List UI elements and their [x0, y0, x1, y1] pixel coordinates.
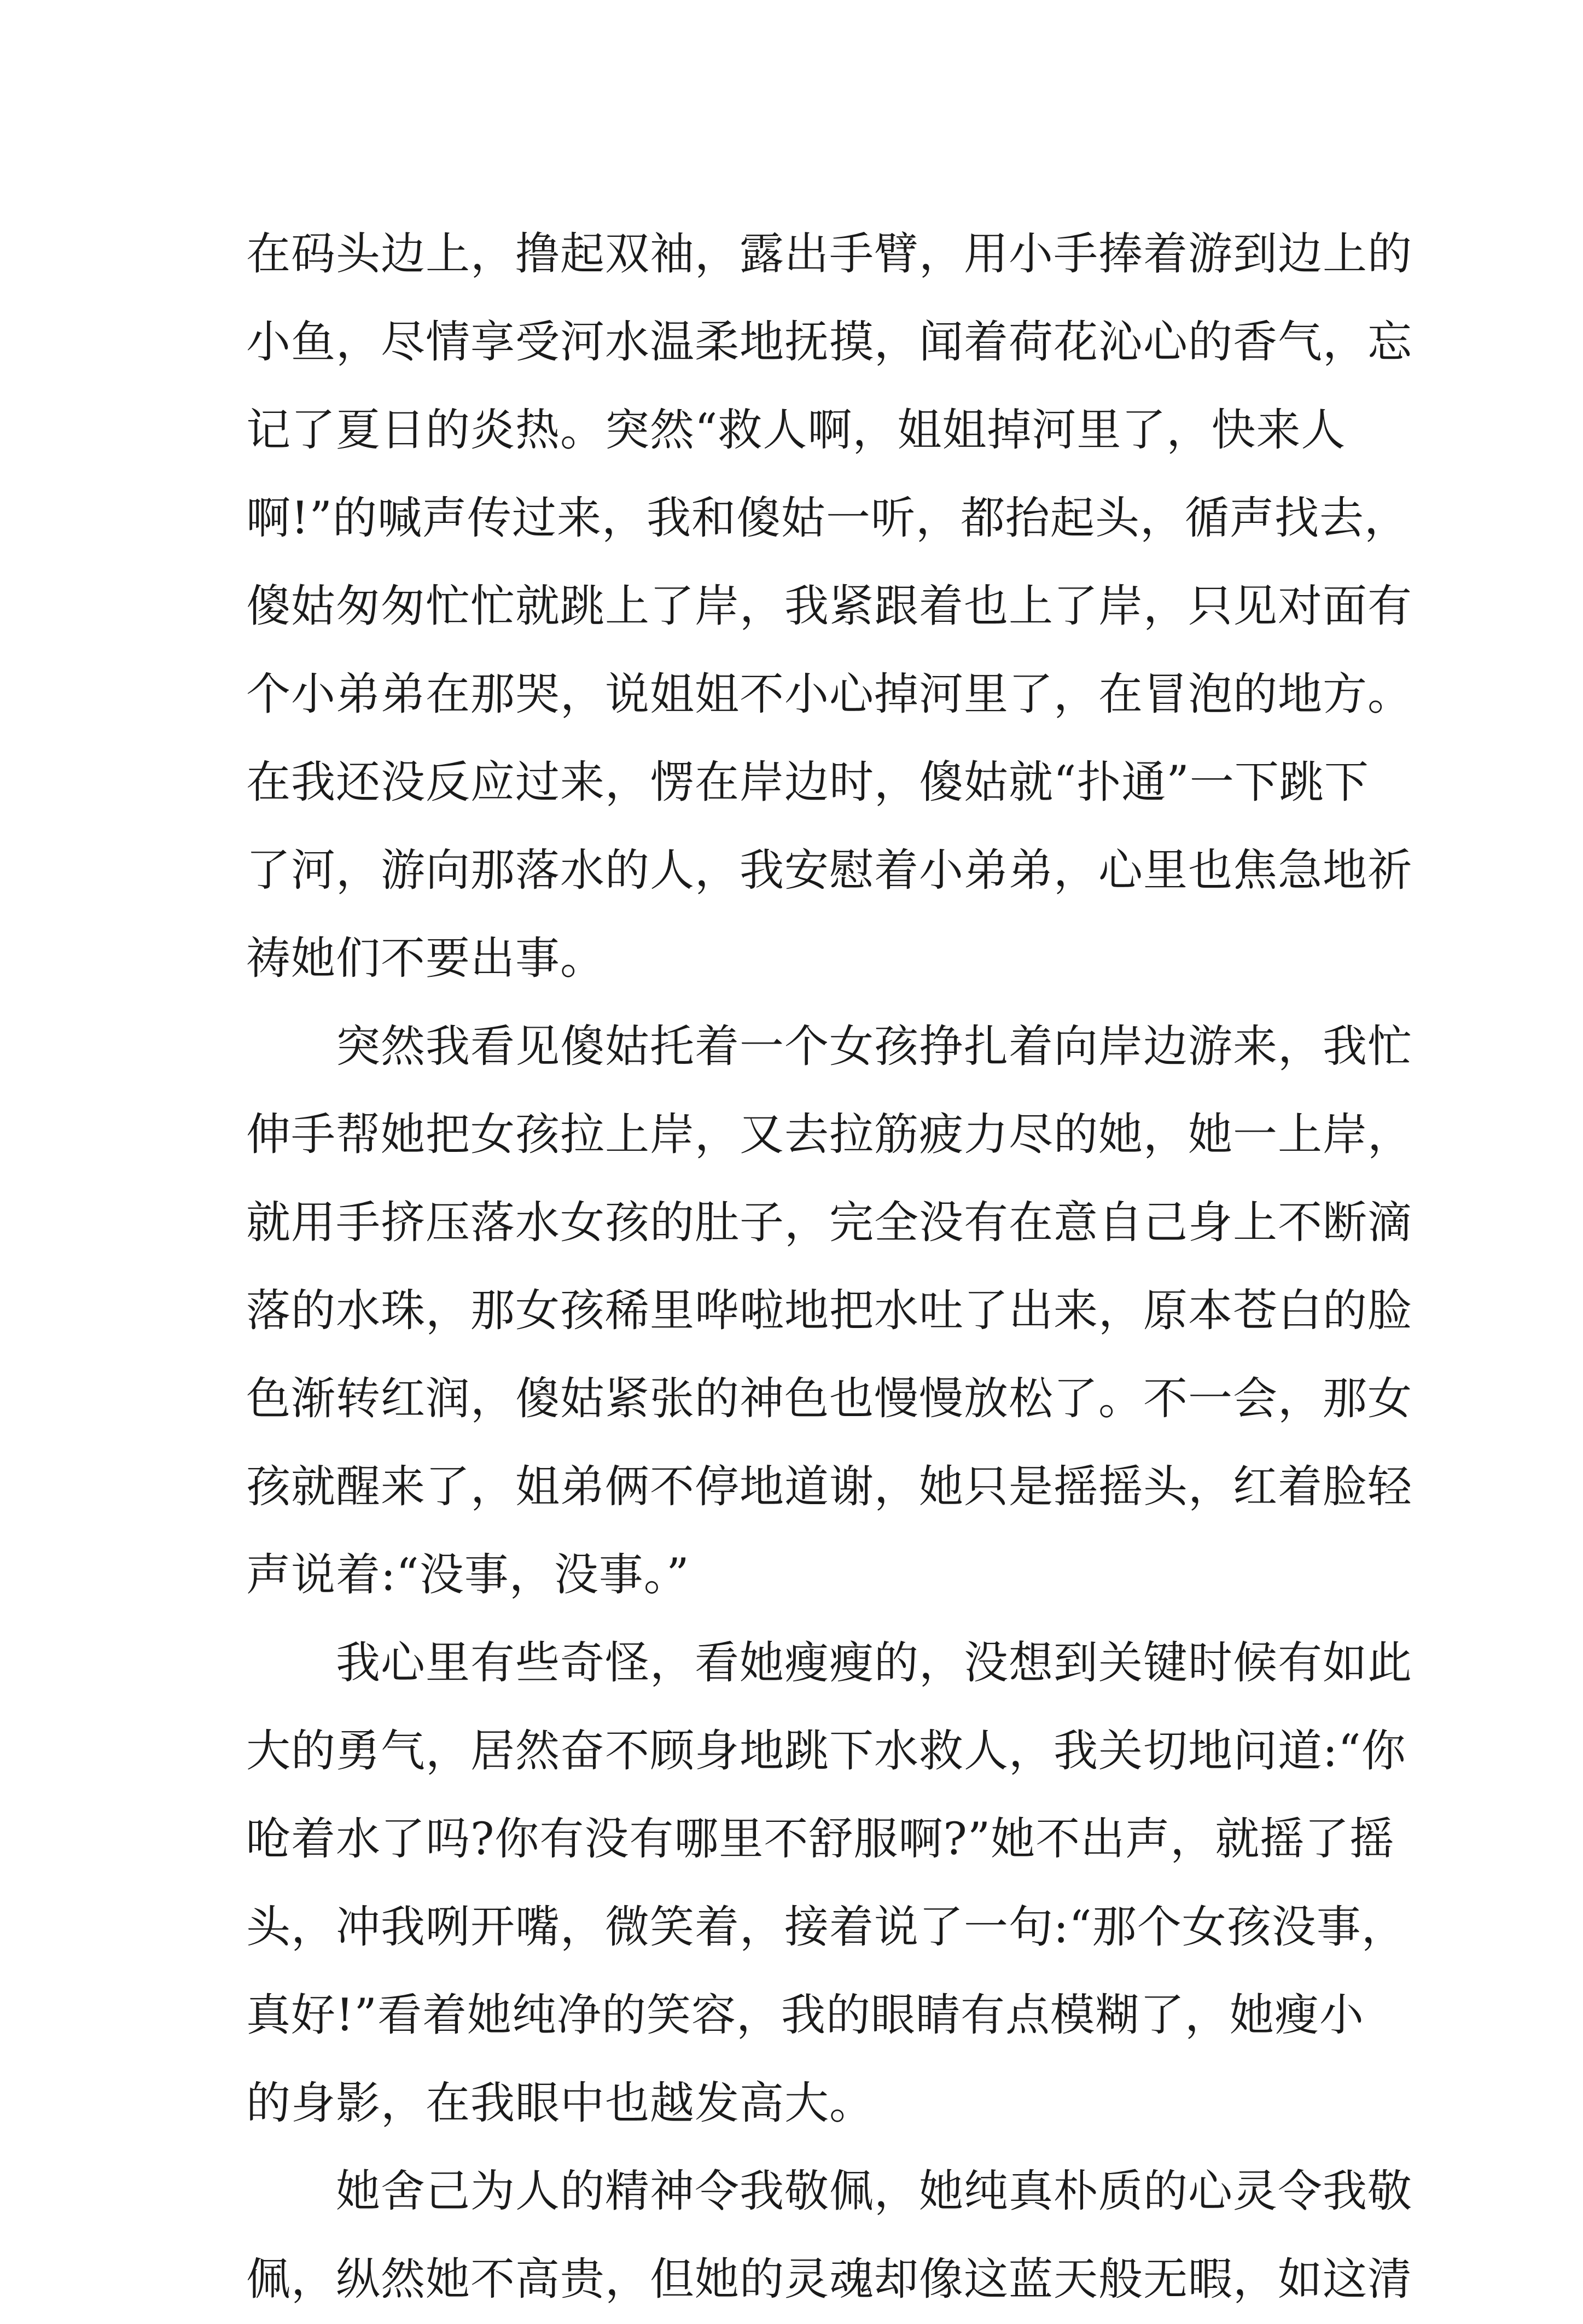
text-line: 了河，游向那落水的人，我安慰着小弟弟，心里也焦急地祈 — [246, 845, 1413, 896]
text-line: 头，冲我咧开嘴，微笑着，接着说了一句:“那个女孩没事， — [246, 1902, 1406, 1953]
text-line: 呛着水了吗?你有没有哪里不舒服啊?”她不出声，就摇了摇 — [246, 1814, 1395, 1865]
text-line: 记了夏日的炎热。突然“救人啊，姐姐掉河里了，快来人 — [246, 405, 1346, 456]
text-line: 伸手帮她把女孩拉上岸，又去拉筋疲力尽的她，她一上岸， — [246, 1109, 1413, 1161]
text-line: 佩，纵然她不高贵，但她的灵魂却像这蓝天般无暇，如这清 — [246, 2254, 1413, 2305]
text-line: 声说着:“没事，没事。” — [246, 1550, 690, 1601]
text-line: 真好!”看着她纯净的笑容，我的眼睛有点模糊了，她瘦小 — [246, 1990, 1364, 2041]
text-line: 的身影，在我眼中也越发高大。 — [246, 2078, 875, 2129]
text-line: 大的勇气，居然奋不顾身地跳下水救人，我关切地问道:“你 — [246, 1726, 1406, 1777]
text-line: 傻姑匆匆忙忙就跳上了岸，我紧跟着也上了岸，只见对面有 — [246, 581, 1413, 632]
text-line: 落的水珠，那女孩稀里哗啦地把水吐了出来，原本苍白的脸 — [246, 1285, 1413, 1337]
text-line: 小鱼，尽情享受河水温柔地抚摸，闻着荷花沁心的香气，忘 — [246, 317, 1413, 368]
body-text — [246, 211, 1413, 2324]
text-line: 啊!”的喊声传过来，我和傻姑一听，都抬起头，循声找去， — [246, 493, 1409, 544]
text-line: 祷她们不要出事。 — [246, 933, 606, 985]
text-line: 就用手挤压落水女孩的肚子，完全没有在意自己身上不断滴 — [246, 1197, 1413, 1249]
paragraph-start-line: 我心里有些奇怪，看她瘦瘦的，没想到关键时候有如此 — [336, 1638, 1413, 1689]
text-line: 在我还没反应过来，愣在岸边时，傻姑就“扑通”一下跳下 — [246, 757, 1369, 808]
text-line: 在码头边上，撸起双袖，露出手臂，用小手捧着游到边上的 — [246, 229, 1413, 280]
paragraph-start-line: 突然我看见傻姑托着一个女孩挣扎着向岸边游来，我忙 — [336, 1021, 1413, 1073]
text-line: 孩就醒来了，姐弟俩不停地道谢，她只是摇摇头，红着脸轻 — [246, 1461, 1413, 1513]
text-line: 色渐转红润，傻姑紧张的神色也慢慢放松了。不一会，那女 — [246, 1373, 1413, 1425]
text-line: 个小弟弟在那哭，说姐姐不小心掉河里了，在冒泡的地方。 — [246, 669, 1413, 720]
paragraph-start-line: 她舍己为人的精神令我敬佩，她纯真朴质的心灵令我敬 — [336, 2166, 1413, 2217]
